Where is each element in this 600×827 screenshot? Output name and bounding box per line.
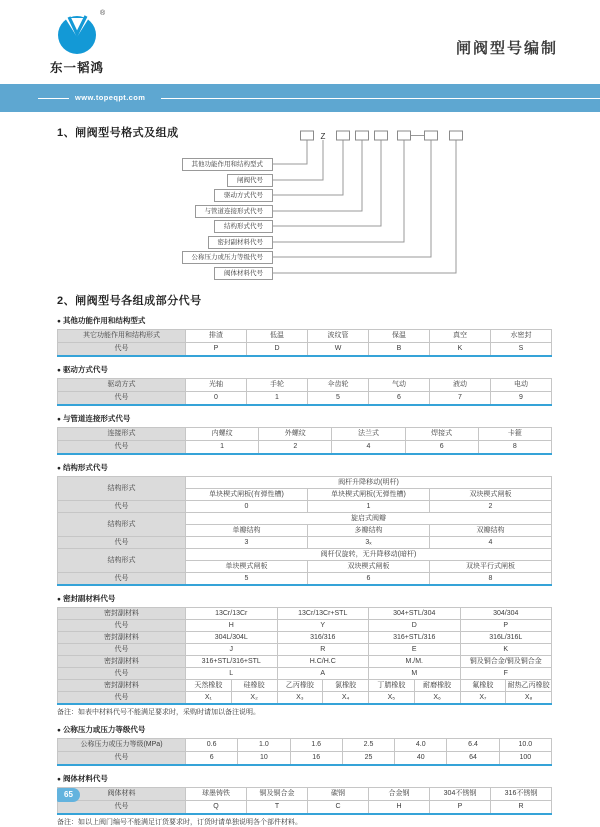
cell: B <box>369 343 430 357</box>
row-label: 代号 <box>58 392 186 406</box>
cell: Y <box>277 620 369 632</box>
diagram-label: 驱动方式代号 <box>214 189 273 202</box>
cell: 单块楔式闸板(有弹性槽) <box>186 489 308 501</box>
cell: 3 <box>186 537 308 549</box>
cell: 氯橡胶 <box>323 680 369 692</box>
cell: 0 <box>186 392 247 406</box>
cell: X₆ <box>414 692 460 705</box>
cell: 硅橡胶 <box>231 680 277 692</box>
registered-trademark-icon: ® <box>100 10 106 17</box>
cell: 伞齿轮 <box>308 379 369 392</box>
cell: 双块楔式闸板 <box>430 489 552 501</box>
table-function <box>57 329 552 357</box>
cell: 丁腈橡胶 <box>369 680 415 692</box>
table-title-drive: ● 驱动方式代号 <box>57 365 108 374</box>
table-row <box>58 537 552 549</box>
cell: 2.5 <box>342 739 394 752</box>
table-row <box>58 379 552 392</box>
cell: 单块楔式闸板(无弹性槽) <box>308 489 430 501</box>
model-code-box <box>356 131 369 140</box>
row-label: 密封副材料 <box>58 608 186 620</box>
cell: 6.4 <box>447 739 499 752</box>
cell: 16 <box>290 752 342 766</box>
cell: W <box>308 343 369 357</box>
model-code-box <box>425 131 438 140</box>
cell: 天然橡胶 <box>186 680 232 692</box>
row-label: 代号 <box>58 752 186 766</box>
cell: 单块楔式闸板 <box>186 561 308 573</box>
row-label: 阀体材料 <box>58 788 186 801</box>
cell: X₃ <box>277 692 323 705</box>
gate-valve-letter: Z <box>320 132 326 141</box>
cell: 双瓣结构 <box>430 525 552 537</box>
cell: 4 <box>430 537 552 549</box>
cell: 单瓣结构 <box>186 525 308 537</box>
table-row <box>58 392 552 406</box>
diagram-label: 结构形式代号 <box>214 220 273 233</box>
table-row <box>58 752 552 766</box>
cell: M <box>369 668 461 680</box>
page-number-badge <box>57 788 80 802</box>
company-logo <box>56 10 116 61</box>
cell: 6 <box>308 573 430 586</box>
row-label: 代号 <box>58 343 186 357</box>
code-tables-section <box>57 292 552 827</box>
table-row <box>58 739 552 752</box>
cell: 5 <box>308 392 369 406</box>
table-title-function: ● 其他功能作用和结构型式 <box>57 316 146 325</box>
cell: 波纹管 <box>308 330 369 343</box>
section1-heading: 1、闸阀型号格式及组成 <box>57 127 179 139</box>
table-title-body-material: ● 阀体材料代号 <box>57 774 108 783</box>
cell: 耐热乙丙橡胶 <box>506 680 552 692</box>
cell: 氟橡胶 <box>460 680 506 692</box>
cell: 64 <box>447 752 499 766</box>
model-code-box <box>337 131 350 140</box>
row-label: 密封副材料 <box>58 680 186 692</box>
row-label: 公称压力或压力等级(MPa) <box>58 739 186 752</box>
cell: 乙丙橡胶 <box>277 680 323 692</box>
cell: H.C/H.C <box>277 656 369 668</box>
cell: 25 <box>342 752 394 766</box>
row-label: 其它功能作用和结构形式 <box>58 330 186 343</box>
cell: 3ₓ <box>308 537 430 549</box>
cell: 合金钢 <box>369 788 430 801</box>
cell: 8 <box>430 573 552 586</box>
bullet-icon: ● <box>57 727 61 734</box>
cell: R <box>491 801 552 815</box>
row-label: 结构形式 <box>58 477 186 501</box>
table-drive <box>57 378 552 406</box>
cell: H <box>186 620 278 632</box>
row-label: 连接形式 <box>58 428 186 441</box>
model-code-box <box>450 131 463 140</box>
diagram-label: 密封副材料代号 <box>208 236 274 249</box>
cell: 内螺纹 <box>186 428 259 441</box>
category-cell: 旋启式阀瓣 <box>186 513 552 525</box>
cell: 100 <box>499 752 551 766</box>
brand-name: 东一韬鸿 <box>50 61 105 75</box>
cell: 多瓣结构 <box>308 525 430 537</box>
diagram-label: 公称压力或压力等级代号 <box>182 251 274 264</box>
table-row <box>58 501 552 513</box>
table-title-connection: ● 与管道连接形式代号 <box>57 414 131 423</box>
cell: 1.0 <box>238 739 290 752</box>
diagram-label: 与管道连接形式代号 <box>195 205 274 218</box>
cell: 铜及铜合金/铜及铜合金 <box>460 656 552 668</box>
cell: 6 <box>369 392 430 406</box>
diagram-label: 其他功能作用和结构型式 <box>182 158 274 171</box>
cell: 真空 <box>430 330 491 343</box>
cell: S <box>491 343 552 357</box>
table-row <box>58 549 552 561</box>
cell: X₇ <box>460 692 506 705</box>
row-label: 驱动方式 <box>58 379 186 392</box>
cell: E <box>369 644 461 656</box>
cell: 10 <box>238 752 290 766</box>
logo-mark-icon <box>56 10 100 56</box>
cell: J <box>186 644 278 656</box>
cell: Q <box>186 801 247 815</box>
table-row <box>58 573 552 586</box>
row-label: 结构形式 <box>58 549 186 573</box>
bullet-icon: ● <box>57 596 61 603</box>
table-row <box>58 620 552 632</box>
cell: D <box>369 620 461 632</box>
table-pressure <box>57 738 552 766</box>
model-format-diagram <box>0 118 600 290</box>
cell: K <box>430 343 491 357</box>
bullet-icon: ● <box>57 776 61 783</box>
cell: 法兰式 <box>332 428 405 441</box>
cell: 0.6 <box>186 739 238 752</box>
bullet-icon: ● <box>57 318 61 325</box>
cell: 卡箍 <box>478 428 551 441</box>
table-title-structure: ● 结构形式代号 <box>57 463 108 472</box>
table-structure <box>57 476 552 586</box>
bullet-icon: ● <box>57 416 61 423</box>
cell: 2 <box>259 441 332 455</box>
model-code-box <box>375 131 388 140</box>
page-number: 65 <box>64 790 73 799</box>
cell: 304不锈钢 <box>430 788 491 801</box>
table-row <box>58 513 552 525</box>
table-title-seal: ● 密封副材料代号 <box>57 594 116 603</box>
cell: 1 <box>247 392 308 406</box>
cell: C <box>308 801 369 815</box>
cell: A <box>277 668 369 680</box>
cell: H <box>369 801 430 815</box>
cell: 手轮 <box>247 379 308 392</box>
cell: 1.6 <box>290 739 342 752</box>
cell: L <box>186 668 278 680</box>
row-label: 代号 <box>58 620 186 632</box>
row-label: 代号 <box>58 537 186 549</box>
cell: 0 <box>186 501 308 513</box>
row-label: 代号 <box>58 501 186 513</box>
cell: 液动 <box>430 379 491 392</box>
diagram-connectors <box>0 118 600 290</box>
cell: K <box>460 644 552 656</box>
seal-table-note: 备注：如表中材料代号不能满足要求时，采购时请加以备注说明。 <box>57 709 260 716</box>
table-row <box>58 692 552 705</box>
cell: X₁ <box>186 692 232 705</box>
header-band <box>0 84 600 112</box>
table-row <box>58 477 552 489</box>
row-label: 代号 <box>58 644 186 656</box>
page-title: 闸阀型号编制 <box>455 40 558 57</box>
cell: 铜及铜合金 <box>247 788 308 801</box>
cell: 9 <box>491 392 552 406</box>
cell: 304L/304L <box>186 632 278 644</box>
cell: P <box>186 343 247 357</box>
section2-heading: 2、闸阀型号各组成部分代号 <box>57 295 202 307</box>
cell: 排渣 <box>186 330 247 343</box>
category-cell: 阀杆仅旋转，无升降移动(暗杆) <box>186 549 552 561</box>
cell: 40 <box>395 752 447 766</box>
table-row <box>58 632 552 644</box>
cell: 8 <box>478 441 551 455</box>
website-text: www.topeqpt.com <box>75 93 146 102</box>
table-row <box>58 343 552 357</box>
row-label: 代号 <box>58 573 186 586</box>
cell: X₂ <box>231 692 277 705</box>
cell: F <box>460 668 552 680</box>
cell: 焊接式 <box>405 428 478 441</box>
bullet-icon: ● <box>57 367 61 374</box>
cell: 球墨铸铁 <box>186 788 247 801</box>
cell: 气动 <box>369 379 430 392</box>
row-label: 代号 <box>58 441 186 455</box>
cell: 5 <box>186 573 308 586</box>
model-code-box <box>398 131 411 140</box>
table-seal <box>57 607 552 705</box>
table-body-material <box>57 787 552 815</box>
cell: 316L/316L <box>460 632 552 644</box>
cell: 水密封 <box>491 330 552 343</box>
cell: 双块楔式闸板 <box>308 561 430 573</box>
row-label: 代号 <box>58 692 186 705</box>
table-row <box>58 428 552 441</box>
cell: 10.0 <box>499 739 551 752</box>
cell: 304/304 <box>460 608 552 620</box>
cell: 6 <box>186 752 238 766</box>
cell: 1 <box>308 501 430 513</box>
cell: 1 <box>186 441 259 455</box>
cell: 耐磨橡胶 <box>414 680 460 692</box>
body-material-note: 备注：如以上阀门编号不能满足订货要求时，订货时请单独说明各个部件材料。 <box>57 819 302 826</box>
cell: 低温 <box>247 330 308 343</box>
row-label: 代号 <box>58 668 186 680</box>
bullet-icon: ● <box>57 465 61 472</box>
cell: P <box>460 620 552 632</box>
table-title-pressure: ● 公称压力或压力等级代号 <box>57 725 146 734</box>
band-divider-left <box>38 98 69 99</box>
cell: T <box>247 801 308 815</box>
cell: M./M. <box>369 656 461 668</box>
cell: X₈ <box>506 692 552 705</box>
cell: R <box>277 644 369 656</box>
table-row <box>58 656 552 668</box>
diagram-label: 阀体材料代号 <box>214 267 273 280</box>
diagram-label: 闸阀代号 <box>227 174 273 187</box>
cell: 13Cr/13Cr <box>186 608 278 620</box>
cell: 4 <box>332 441 405 455</box>
cell: 13Cr/13Cr+STL <box>277 608 369 620</box>
cell: 碳钢 <box>308 788 369 801</box>
table-row <box>58 668 552 680</box>
table-connection <box>57 427 552 455</box>
table-row <box>58 644 552 656</box>
cell: 316/316 <box>277 632 369 644</box>
table-row <box>58 680 552 692</box>
cell: D <box>247 343 308 357</box>
cell: X₅ <box>369 692 415 705</box>
table-row <box>58 330 552 343</box>
cell: 双块平行式闸板 <box>430 561 552 573</box>
row-label: 代号 <box>58 801 186 815</box>
cell: 316不锈钢 <box>491 788 552 801</box>
cell: 316+STL/316 <box>369 632 461 644</box>
model-code-box <box>301 131 314 140</box>
cell: 保温 <box>369 330 430 343</box>
table-row <box>58 608 552 620</box>
cell: 光轴 <box>186 379 247 392</box>
cell: P <box>430 801 491 815</box>
table-row <box>58 441 552 455</box>
table-row <box>58 788 552 801</box>
row-label: 密封副材料 <box>58 632 186 644</box>
row-label: 密封副材料 <box>58 656 186 668</box>
category-cell: 阀杆升降移动(明杆) <box>186 477 552 489</box>
cell: 6 <box>405 441 478 455</box>
cell: 7 <box>430 392 491 406</box>
cell: X₄ <box>323 692 369 705</box>
cell: 4.0 <box>395 739 447 752</box>
table-row <box>58 801 552 815</box>
row-label: 结构形式 <box>58 513 186 537</box>
cell: 316+STL/316+STL <box>186 656 278 668</box>
band-divider-right <box>161 98 600 99</box>
cell: 电动 <box>491 379 552 392</box>
connector-lines <box>273 136 456 274</box>
cell: 2 <box>430 501 552 513</box>
cell: 304+STL/304 <box>369 608 461 620</box>
cell: 外螺纹 <box>259 428 332 441</box>
